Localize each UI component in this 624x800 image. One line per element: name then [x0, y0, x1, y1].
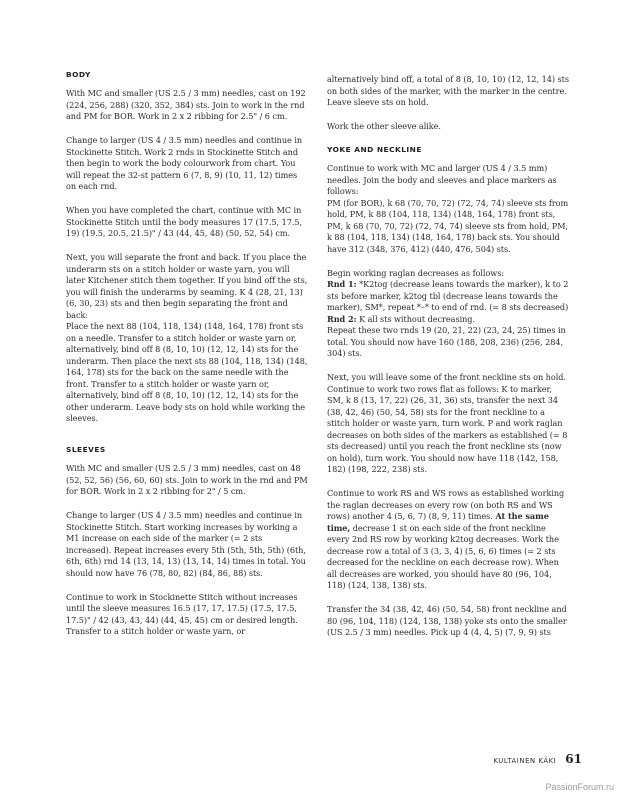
- body-heading: BODY: [66, 70, 91, 79]
- raglan-repeat: Repeat these two rnds 19 (20, 21, 22) (23, 24, 25) times in total. You should now have 160 (188, 208, 236) (256, 284, 304) sts.: [327, 325, 566, 358]
- body-paragraph-5: Place the next 88 (104, 118, 134) (148, 164, 178) front sts on a needle. Transfer to a stitch holder or waste yarn or, alternatively, bind off 8 (8, 10, 10) (12, 12, 14) sts for the underarm. Then place the next sts 88 (104, 118, 134) (148, 164, 178) sts for the back on the same needle with the front. Transfer to a stitch holder or waste yarn or, alternatively, bind off 8 (8, 10, 10) (12, 12, 14) sts for the other underarm. Leave body sts on hold while working the sleeves.: [66, 321, 308, 423]
- at-the-same-time: At the same time,: [327, 511, 549, 533]
- body-paragraph-4-text: Next, you will separate the front and back. If you place the underarm sts on a stitch holder or waste yarn, you will later Kitchener stitch them together. If you bind off the sts, you will finish the underarms by seaming. K 4 (28, 21, 13) (6, 30, 23) sts and then begin separating the front and back:: [66, 252, 308, 320]
- yoke-paragraph-3: Next, you will leave some of the front neckline sts on hold. Continue to work two rows flat as follows: K to marker, SM, k 8 (13, 17, 22) (26, 31, 36) sts, transfer the next 34 (38, 42, 46) (50, 54, 58) sts for the front neckline to a stitch holder or waste yarn, turn work. P and work raglan decreases on both sides of the markers as established (= 8 sts decreased) until you reach the front neckline sts (now on hold), turn work. You should now have 118 (142, 158, 182) (198, 222, 238) sts.: [327, 372, 568, 474]
- body-paragraph-1: With MC and smaller (US 2.5 / 3 mm) needles, cast on 192 (224, 256, 288) (320, 352, 384) sts. Join to work in the rnd and PM for BOR. Work in 2 x 2 ribbing for 2.5" / 6 cm.: [66, 88, 306, 121]
- right-column: [327, 74, 569, 651]
- yoke-paragraph-1-intro: Continue to work with MC and larger (US 4 / 3.5 mm) needles. Join the body and sleeves and place markers as follows:: [327, 163, 557, 196]
- left-column: [66, 70, 308, 650]
- body-paragraph-3: When you have completed the chart, continue with MC in Stockinette Stitch until the body measures 17 (17.5, 17.5, 19) (19.5, 20.5, 21.5)" / 43 (44, 45, 48) (50, 52, 54) cm.: [66, 205, 303, 238]
- yoke-paragraph-4-a: Continue to work RS and WS rows as established working the raglan decreases on every row (on both RS and WS rows) another 4 (5, 6, 7) (8, 9, 11) times.: [327, 488, 565, 521]
- yoke-paragraph-4: [327, 488, 569, 592]
- page-number: 61: [565, 752, 582, 766]
- body-paragraph-4: [66, 252, 308, 321]
- yoke-paragraph-4-b: decrease 1 st on each side of the front neckline every 2nd RS row by working k2tog decreases. Work the decrease row a total of 3 (3, 3, 4) (5, 6, 6) times (= 2 sts decreased for the neckline on each decrease row). When all decreases are worked, you should have 80 (96, 104, 118) (124, 138, 138) sts.: [327, 522, 559, 590]
- body-paragraph-2: Change to larger (US 4 / 3.5 mm) needles and continue in Stockinette Stitch. Work 2 rnds in Stockinette Stitch and then begin to work the body colourwork from chart. You will repeat the 32-st pattern 6 (7, 8, 9) (10, 11, 12) times on each rnd.: [66, 135, 303, 191]
- yoke-heading: YOKE AND NECKLINE: [327, 145, 422, 154]
- yoke-paragraph-2: [327, 268, 569, 360]
- rnd1-text: *K2tog (decrease leans towards the marker), k to 2 sts before marker, k2tog tbl (decrease leans towards the marker), SM*, repeat *–* to end of rnd. (= 8 sts decreased): [327, 279, 569, 312]
- page-footer: [493, 752, 582, 766]
- yoke-paragraph-1: [327, 163, 569, 255]
- rnd2-text: K all sts without decreasing.: [356, 313, 475, 324]
- rnd1-label: Rnd 1:: [327, 279, 357, 289]
- yoke-paragraph-5: Transfer the 34 (38, 42, 46) (50, 54, 58) front neckline and 80 (96, 104, 118) (124, 138, 138) yoke sts onto the smaller (US 2.5 / 3 mm) needles. Pick up 4 (4, 4, 5) (7, 9, 9) sts: [327, 604, 567, 637]
- footer-label: KULTAINEN KÄKI: [493, 757, 557, 765]
- sleeve-continued-paragraph: alternatively bind off, a total of 8 (8, 10, 10) (12, 12, 14) sts on both sides of the marker, with the marker in the centre. Leave sleeve sts on hold.: [327, 74, 569, 107]
- raglan-intro: Begin working raglan decreases as follows:: [327, 267, 505, 278]
- sleeves-paragraph-3: Continue to work in Stockinette Stitch without increases until the sleeve measures 16.5 (17, 17, 17.5) (17.5, 17.5, 17.5)" / 42 (43, 43, 44) (44, 45, 45) cm or desired length. Transfer to a stitch holder or waste yarn, or: [66, 591, 298, 636]
- rnd2-label: Rnd 2:: [327, 313, 357, 324]
- other-sleeve-paragraph: Work the other sleeve alike.: [327, 121, 441, 131]
- yoke-paragraph-1-markers: PM (for BOR), k 68 (70, 70, 72) (72, 74, 74) sleeve sts from hold, PM, k 88 (104, 118, 134) (148, 164, 178) front sts, PM, k 68 (70, 70, 72) (72, 74, 74) sleeve sts from hold, PM, k 88 (104, 118, 134) (148, 164, 178) back sts. You should have 312 (348, 376, 412) (440, 476, 504) sts.: [327, 197, 569, 254]
- sleeves-paragraph-2: Change to larger (US 4 / 3.5 mm) needles and continue in Stockinette Stitch. Start working increases by working a M1 increase on each side of the marker (= 2 sts increased). Repeat increases every 5th (5th, 5th, 5th) (6th, 6th, 6th) rnd 14 (13, 14, 13) (13, 14, 14) times in total. You should now have 76 (78, 80, 82) (84, 86, 88) sts.: [66, 510, 306, 578]
- sleeves-paragraph-1: With MC and smaller (US 2.5 / 3 mm) needles, cast on 48 (52, 52, 56) (56, 60, 60) sts. Join to work in the rnd and PM for BOR. Work in 2 x 2 ribbing for 2" / 5 cm.: [66, 463, 308, 496]
- sleeves-heading: SLEEVES: [66, 445, 106, 454]
- watermark: PassionForum.ru: [545, 782, 614, 792]
